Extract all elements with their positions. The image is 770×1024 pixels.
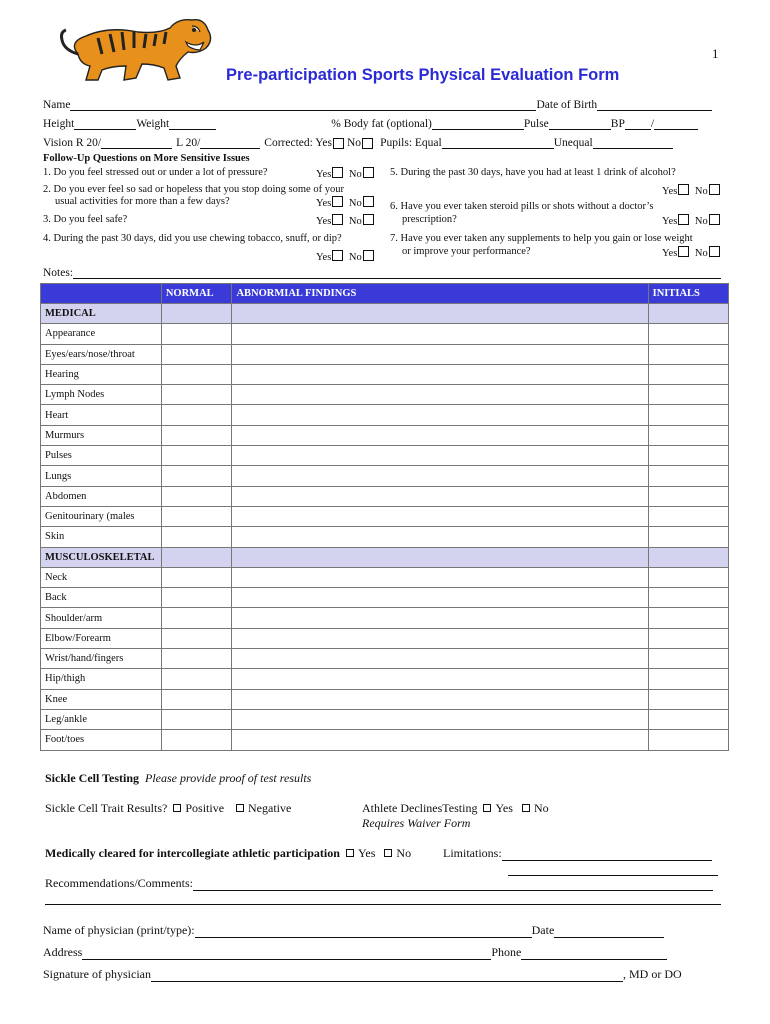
body-fat-field[interactable] <box>432 117 524 130</box>
table-row <box>41 385 729 405</box>
table-row <box>41 608 729 628</box>
exam-item-label: Leg/ankle <box>41 709 162 729</box>
recommendations-row <box>45 876 713 891</box>
clearance-label: Medically cleared for intercollegiate athletic participation <box>45 846 340 860</box>
abnormal-findings-cell[interactable] <box>232 649 648 669</box>
negative-checkbox[interactable] <box>236 804 244 812</box>
name-field[interactable] <box>70 98 536 111</box>
table-row <box>41 588 729 608</box>
pupils-label: Pupils: Equal <box>380 137 442 149</box>
waiver-note: Requires Waiver Form <box>362 816 471 830</box>
q7-no-checkbox[interactable] <box>709 246 720 257</box>
height-field[interactable] <box>74 117 136 130</box>
sickle-cell-heading-row <box>45 771 311 786</box>
abnormal-findings-cell[interactable] <box>232 466 648 486</box>
initials-cell[interactable] <box>648 709 728 729</box>
question-7-line1: 7. Have you ever taken any supplements to help you gain or lose weight <box>390 233 693 244</box>
positive-label: Positive <box>185 801 225 815</box>
exam-item-label: Eyes/ears/nose/throat <box>41 344 162 364</box>
initials-cell[interactable] <box>648 588 728 608</box>
section-cell <box>648 547 728 567</box>
normal-cell[interactable] <box>161 506 232 526</box>
section-title: MUSCULOSKELETAL <box>41 547 162 567</box>
question-7-answers <box>662 246 723 259</box>
normal-cell[interactable] <box>161 588 232 608</box>
no-label: No <box>694 186 708 197</box>
physician-name-label: Name of physician (print/type): <box>43 923 195 937</box>
exam-item-label: Shoulder/arm <box>41 608 162 628</box>
question-5: 5. During the past 30 days, have you had at least 1 drink of alcohol? <box>390 167 676 178</box>
exam-item-label: Skin <box>41 527 162 547</box>
declines-row <box>362 801 549 816</box>
question-4-answers <box>316 250 377 263</box>
exam-item-label: Lymph Nodes <box>41 385 162 405</box>
normal-cell[interactable] <box>161 385 232 405</box>
page-number: 1 <box>712 46 719 61</box>
abnormal-findings-cell[interactable] <box>232 405 648 425</box>
pupils-equal-field[interactable] <box>442 136 554 149</box>
declines-yes-label: Yes <box>495 801 513 815</box>
pulse-label: Pulse <box>523 118 549 130</box>
corrected-label: Corrected: Yes <box>264 137 332 149</box>
abnormal-findings-cell[interactable] <box>232 486 648 506</box>
tiger-mascot-icon <box>58 14 218 84</box>
bp-separator: / <box>650 118 655 130</box>
date-label: Date <box>531 923 555 937</box>
q6-no-checkbox[interactable] <box>709 214 720 225</box>
body-fat-label: % Body fat (optional) <box>331 118 432 130</box>
section-cell <box>648 304 728 324</box>
declines-yes-checkbox[interactable] <box>483 804 491 812</box>
table-row <box>41 669 729 689</box>
abnormal-findings-cell[interactable] <box>232 344 648 364</box>
vision-left-label: L 20/ <box>176 137 201 149</box>
vision-right-field[interactable] <box>101 136 172 149</box>
initials-cell[interactable] <box>648 446 728 466</box>
address-row <box>43 945 667 960</box>
question-7-line2: or improve your performance? <box>402 246 531 257</box>
section-cell <box>161 547 232 567</box>
q7-yes-checkbox[interactable] <box>678 246 689 257</box>
table-row <box>41 689 729 709</box>
normal-cell[interactable] <box>161 405 232 425</box>
initials-cell[interactable] <box>648 425 728 445</box>
phone-field[interactable] <box>521 947 667 960</box>
question-3-answers <box>316 214 377 227</box>
physician-name-row <box>43 923 664 938</box>
signature-row <box>43 967 682 982</box>
followup-heading: Follow-Up Questions on More Sensitive Issues <box>43 153 250 164</box>
vision-right-label: Vision R 20/ <box>43 137 102 149</box>
initials-cell[interactable] <box>648 405 728 425</box>
exam-item-label: Appearance <box>41 324 162 344</box>
abnormal-findings-cell[interactable] <box>232 608 648 628</box>
exam-item-label: Hearing <box>41 364 162 384</box>
positive-checkbox[interactable] <box>173 804 181 812</box>
initials-cell[interactable] <box>648 608 728 628</box>
table-row <box>41 709 729 729</box>
recommendations-field-line2[interactable] <box>45 892 721 905</box>
vision-left-field[interactable] <box>200 136 260 149</box>
cleared-no-label: No <box>396 846 412 860</box>
table-row <box>41 567 729 587</box>
notes-label: Notes: <box>43 267 74 279</box>
corrected-no-label: No <box>347 137 362 149</box>
question-2-answers <box>316 196 377 209</box>
exam-item-label: Murmurs <box>41 425 162 445</box>
column-header: INITIALS <box>648 284 728 304</box>
exam-item-label: Wrist/hand/fingers <box>41 649 162 669</box>
q4-yes-checkbox[interactable] <box>332 250 343 261</box>
exam-item-label: Elbow/Forearm <box>41 628 162 648</box>
date-field[interactable] <box>554 925 664 938</box>
physician-name-field[interactable] <box>195 925 532 938</box>
notes-row <box>43 266 721 279</box>
q2-yes-checkbox[interactable] <box>332 196 343 207</box>
declines-label: Athlete DeclinesTesting <box>362 801 478 815</box>
question-2-line2: usual activities for more than a few days? <box>55 196 230 207</box>
table-row <box>41 344 729 364</box>
initials-cell[interactable] <box>648 486 728 506</box>
address-field[interactable] <box>82 947 491 960</box>
yes-label: Yes <box>316 252 332 263</box>
question-3: 3. Do you feel safe? <box>43 214 128 225</box>
exam-item-label: Abdomen <box>41 486 162 506</box>
vision-row <box>43 136 673 149</box>
q1-no-checkbox[interactable] <box>363 167 374 178</box>
sickle-results-row <box>45 801 291 816</box>
abnormal-findings-cell[interactable] <box>232 669 648 689</box>
recommendations-label: Recommendations/Comments: <box>45 876 193 890</box>
initials-cell[interactable] <box>648 628 728 648</box>
section-cell <box>161 304 232 324</box>
cleared-yes-checkbox[interactable] <box>346 849 354 857</box>
initials-cell[interactable] <box>648 506 728 526</box>
exam-item-label: Heart <box>41 405 162 425</box>
table-row <box>41 405 729 425</box>
exam-item-label: Foot/toes <box>41 730 162 750</box>
cleared-yes-label: Yes <box>357 846 376 860</box>
pupils-unequal-field[interactable] <box>593 136 673 149</box>
normal-cell[interactable] <box>161 324 232 344</box>
no-label: No <box>348 198 362 209</box>
normal-cell[interactable] <box>161 486 232 506</box>
yes-label: Yes <box>662 248 678 259</box>
normal-cell[interactable] <box>161 649 232 669</box>
weight-label: Weight <box>136 118 170 130</box>
q3-no-checkbox[interactable] <box>363 214 374 225</box>
exam-item-label: Knee <box>41 689 162 709</box>
yes-label: Yes <box>316 169 332 180</box>
question-5-answers <box>662 184 723 197</box>
initials-cell[interactable] <box>648 669 728 689</box>
signature-label: Signature of physician <box>43 967 151 981</box>
q5-yes-checkbox[interactable] <box>678 184 689 195</box>
abnormal-findings-cell[interactable] <box>232 425 648 445</box>
table-header-row <box>41 284 729 304</box>
exam-item-label: Back <box>41 588 162 608</box>
no-label: No <box>694 216 708 227</box>
abnormal-findings-cell[interactable] <box>232 385 648 405</box>
section-title: MEDICAL <box>41 304 162 324</box>
abnormal-findings-cell[interactable] <box>232 588 648 608</box>
exam-item-label: Lungs <box>41 466 162 486</box>
yes-label: Yes <box>662 186 678 197</box>
declines-no-checkbox[interactable] <box>522 804 530 812</box>
weight-field[interactable] <box>169 117 216 130</box>
q2-no-checkbox[interactable] <box>363 196 374 207</box>
normal-cell[interactable] <box>161 709 232 729</box>
abnormal-findings-cell[interactable] <box>232 527 648 547</box>
exam-item-label: Hip/thigh <box>41 669 162 689</box>
normal-cell[interactable] <box>161 446 232 466</box>
phone-label: Phone <box>491 945 522 959</box>
question-1-answers <box>316 167 377 180</box>
recommendations-field[interactable] <box>193 878 713 891</box>
corrected-yes-checkbox[interactable] <box>333 138 344 149</box>
no-label: No <box>694 248 708 259</box>
bp-diastolic-field[interactable] <box>654 117 698 130</box>
initials-cell[interactable] <box>648 385 728 405</box>
q4-no-checkbox[interactable] <box>363 250 374 261</box>
normal-cell[interactable] <box>161 730 232 750</box>
bp-label: BP <box>610 118 625 130</box>
table-row <box>41 446 729 466</box>
no-label: No <box>348 169 362 180</box>
initials-cell[interactable] <box>648 364 728 384</box>
question-6-answers <box>662 214 723 227</box>
normal-cell[interactable] <box>161 466 232 486</box>
sickle-cell-note: Please provide proof of test results <box>145 771 312 785</box>
initials-cell[interactable] <box>648 567 728 587</box>
table-row <box>41 425 729 445</box>
table-row <box>41 364 729 384</box>
question-6-line2: prescription? <box>402 214 457 225</box>
q3-yes-checkbox[interactable] <box>332 214 343 225</box>
signature-field[interactable] <box>151 969 623 982</box>
abnormal-findings-cell[interactable] <box>232 567 648 587</box>
height-label: Height <box>43 118 75 130</box>
limitations-row <box>443 846 712 861</box>
column-header: ABNORMIAL FINDINGS <box>232 284 648 304</box>
abnormal-findings-cell[interactable] <box>232 506 648 526</box>
normal-cell[interactable] <box>161 567 232 587</box>
limitations-field[interactable] <box>502 848 712 861</box>
exam-item-label: Genitourinary (males <box>41 506 162 526</box>
column-header: NORMAL <box>161 284 232 304</box>
corrected-no-checkbox[interactable] <box>362 138 373 149</box>
abnormal-findings-cell[interactable] <box>232 709 648 729</box>
no-label: No <box>348 252 362 263</box>
section-row <box>41 547 729 567</box>
initials-cell[interactable] <box>648 324 728 344</box>
bp-systolic-field[interactable] <box>625 117 651 130</box>
evaluation-table <box>40 283 729 751</box>
signature-suffix: , MD or DO <box>622 967 682 981</box>
initials-cell[interactable] <box>648 730 728 750</box>
address-label: Address <box>43 945 83 959</box>
question-4: 4. During the past 30 days, did you use chewing tobacco, snuff, or dip? <box>43 233 342 244</box>
negative-label: Negative <box>248 801 292 815</box>
pulse-field[interactable] <box>549 117 611 130</box>
normal-cell[interactable] <box>161 628 232 648</box>
declines-no-label: No <box>533 801 549 815</box>
normal-cell[interactable] <box>161 689 232 709</box>
table-row <box>41 466 729 486</box>
abnormal-findings-cell[interactable] <box>232 730 648 750</box>
dob-field[interactable] <box>597 98 712 111</box>
sickle-cell-heading: Sickle Cell Testing <box>45 771 140 785</box>
cleared-no-checkbox[interactable] <box>384 849 392 857</box>
table-row <box>41 628 729 648</box>
name-row <box>43 98 712 111</box>
normal-cell[interactable] <box>161 364 232 384</box>
table-row <box>41 506 729 526</box>
initials-cell[interactable] <box>648 689 728 709</box>
section-cell <box>232 547 648 567</box>
section-cell <box>232 304 648 324</box>
normal-cell[interactable] <box>161 669 232 689</box>
normal-cell[interactable] <box>161 425 232 445</box>
notes-field[interactable] <box>73 266 721 279</box>
normal-cell[interactable] <box>161 608 232 628</box>
limitations-label: Limitations: <box>443 846 502 860</box>
height-row <box>43 117 698 130</box>
no-label: No <box>348 216 362 227</box>
form-title: Pre-participation Sports Physical Evaluation Form <box>226 66 620 84</box>
abnormal-findings-cell[interactable] <box>232 446 648 466</box>
abnormal-findings-cell[interactable] <box>232 364 648 384</box>
initials-cell[interactable] <box>648 466 728 486</box>
column-header <box>41 284 162 304</box>
table-row <box>41 649 729 669</box>
exam-item-label: Pulses <box>41 446 162 466</box>
abnormal-findings-cell[interactable] <box>232 324 648 344</box>
yes-label: Yes <box>316 216 332 227</box>
yes-label: Yes <box>662 216 678 227</box>
name-label: Name <box>43 99 71 111</box>
q1-yes-checkbox[interactable] <box>332 167 343 178</box>
abnormal-findings-cell[interactable] <box>232 689 648 709</box>
table-row <box>41 486 729 506</box>
unequal-label: Unequal <box>553 137 593 149</box>
q5-no-checkbox[interactable] <box>709 184 720 195</box>
table-row <box>41 730 729 750</box>
dob-label: Date of Birth <box>536 99 598 111</box>
question-2-line1: 2. Do you ever feel so sad or hopeless that you stop doing some of your <box>43 184 344 195</box>
abnormal-findings-cell[interactable] <box>232 628 648 648</box>
clearance-row <box>45 846 411 861</box>
yes-label: Yes <box>316 198 332 209</box>
normal-cell[interactable] <box>161 344 232 364</box>
normal-cell[interactable] <box>161 527 232 547</box>
table-row <box>41 324 729 344</box>
question-6-line1: 6. Have you ever taken steroid pills or shots without a doctor’s <box>390 201 654 212</box>
question-1: 1. Do you feel stressed out or under a lot of pressure? <box>43 167 268 178</box>
table-row <box>41 527 729 547</box>
initials-cell[interactable] <box>648 527 728 547</box>
limitations-field-line2[interactable] <box>508 863 718 876</box>
initials-cell[interactable] <box>648 649 728 669</box>
section-row <box>41 304 729 324</box>
sickle-results-label: Sickle Cell Trait Results? <box>45 801 168 815</box>
initials-cell[interactable] <box>648 344 728 364</box>
q6-yes-checkbox[interactable] <box>678 214 689 225</box>
exam-item-label: Neck <box>41 567 162 587</box>
